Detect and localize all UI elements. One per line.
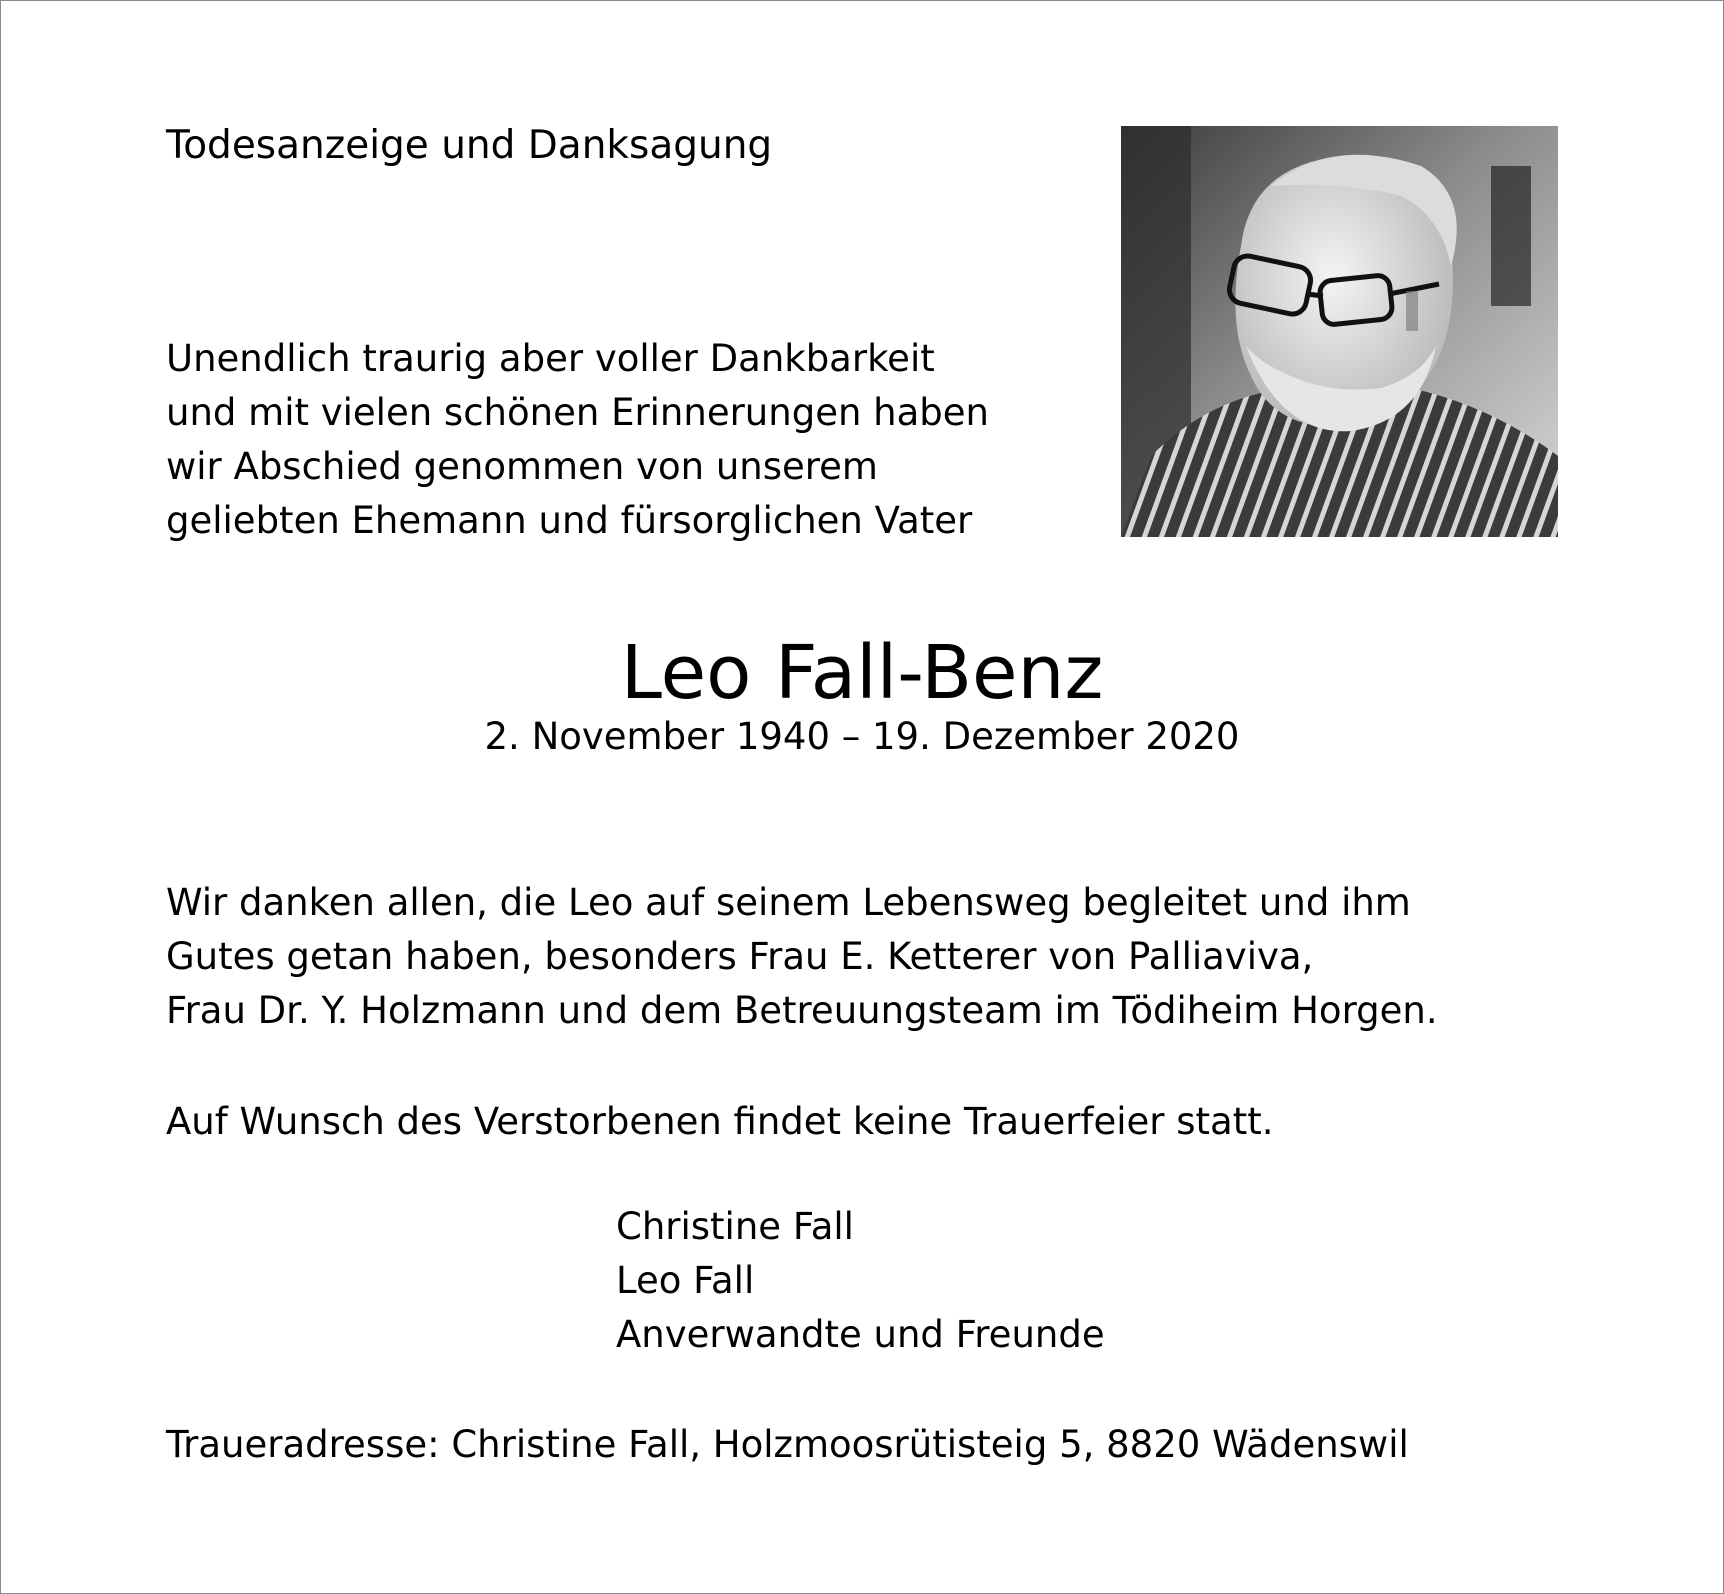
intro-text <box>166 332 989 548</box>
signer: Anverwandte und Freunde <box>616 1313 1105 1356</box>
intro-line: geliebten Ehemann und fürsorglichen Vater <box>166 499 973 542</box>
signer: Christine Fall <box>616 1205 854 1248</box>
portrait-photo <box>1121 126 1558 537</box>
life-dates: 2. November 1940 – 19. Dezember 2020 <box>484 715 1240 758</box>
portrait-image <box>1121 126 1558 537</box>
thanks-text <box>166 876 1438 1038</box>
thanks-line: Gutes getan haben, besonders Frau E. Ketterer von Palliaviva, <box>166 935 1314 978</box>
mourning-address: Traueradresse: Christine Fall, Holzmoosrütisteig 5, 8820 Wädenswil <box>166 1423 1409 1466</box>
thanks-line: Wir danken allen, die Leo auf seinem Lebensweg begleitet und ihm <box>166 881 1411 924</box>
notice-heading: Todesanzeige und Danksagung <box>166 123 773 168</box>
funeral-note: Auf Wunsch des Verstorbenen findet keine Trauerfeier statt. <box>166 1100 1274 1143</box>
signer: Leo Fall <box>616 1259 755 1302</box>
intro-line: wir Abschied genommen von unserem <box>166 445 878 488</box>
intro-line: und mit vielen schönen Erinnerungen haben <box>166 391 989 434</box>
thanks-line: Frau Dr. Y. Holzmann und dem Betreuungsteam im Tödiheim Horgen. <box>166 989 1438 1032</box>
intro-line: Unendlich traurig aber voller Dankbarkeit <box>166 337 935 380</box>
deceased-name: Leo Fall-Benz <box>620 630 1104 716</box>
signers-list <box>616 1200 1105 1362</box>
